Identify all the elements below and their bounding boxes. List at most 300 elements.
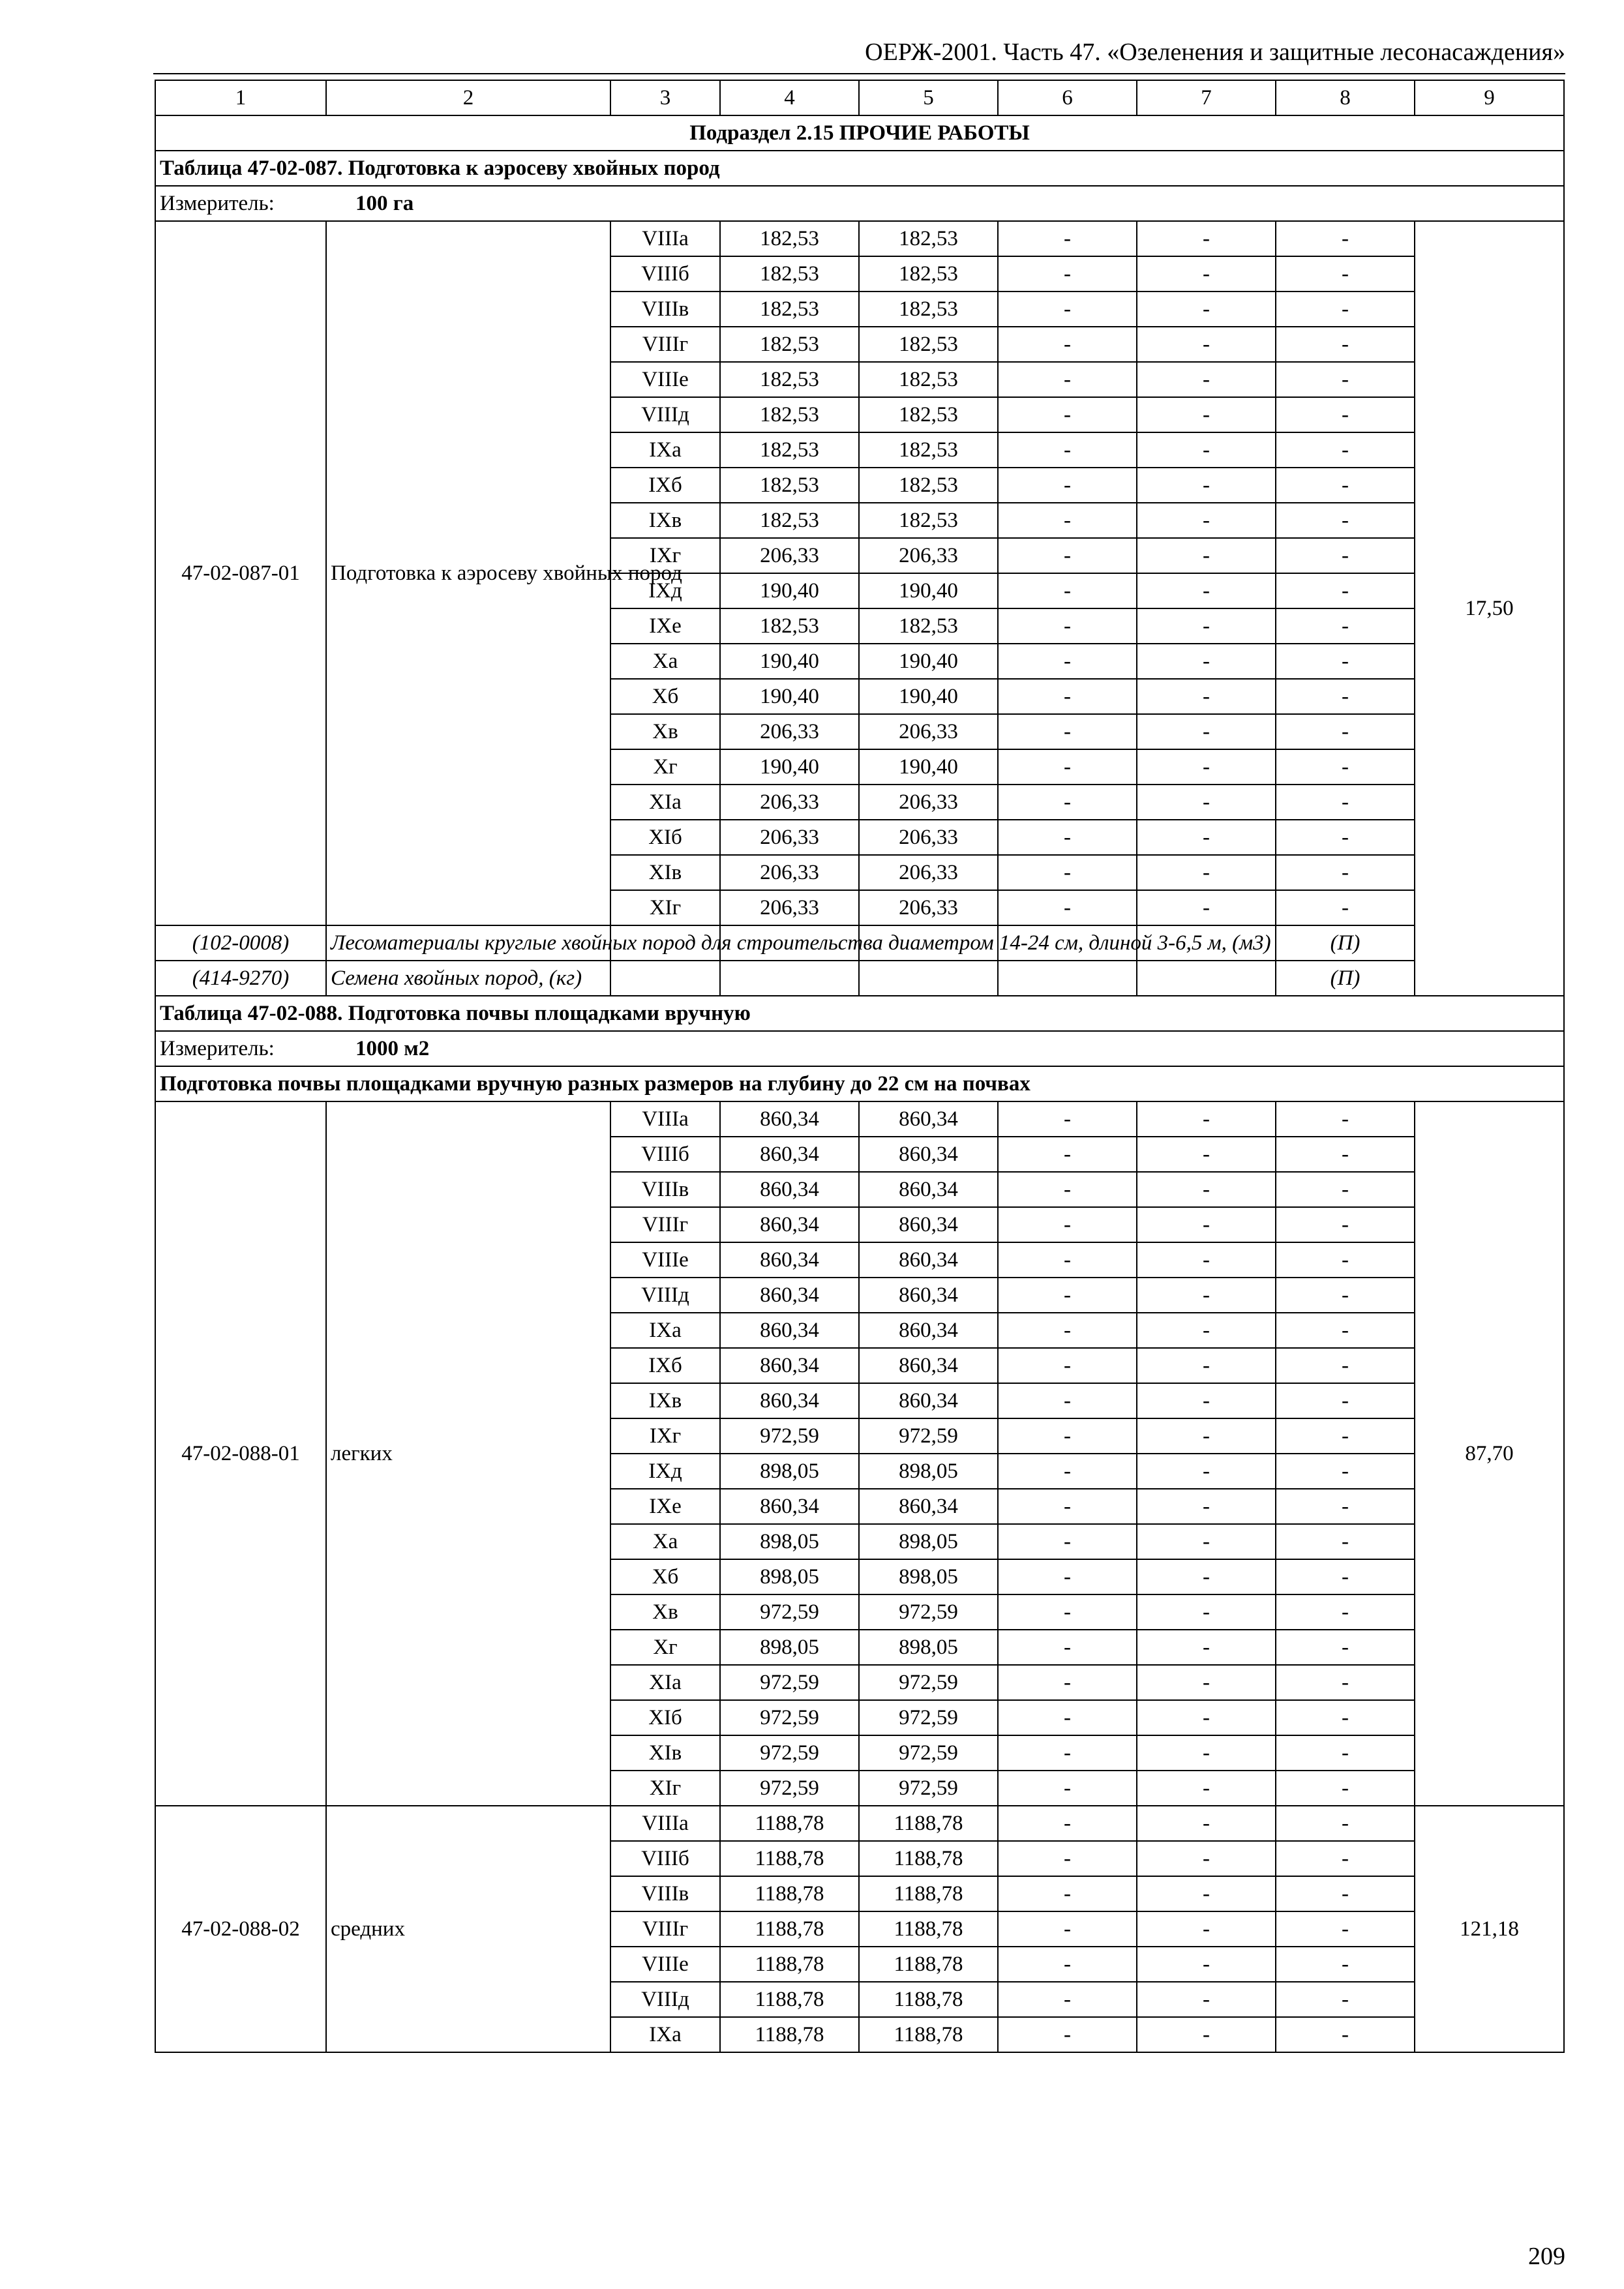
value-cell: -	[1137, 1876, 1276, 1911]
value-cell: -	[998, 1876, 1137, 1911]
value-cell: -	[1276, 1771, 1415, 1806]
value-cell: 206,33	[859, 785, 998, 820]
table-title: Таблица 47-02-088. Подготовка почвы площадками вручную	[155, 996, 1564, 1031]
value-cell: 860,34	[720, 1348, 859, 1383]
column-number-cell: 2	[326, 80, 610, 115]
value-cell: 1188,78	[720, 1947, 859, 1982]
column-number-cell: 3	[610, 80, 720, 115]
value-cell: -	[1276, 1418, 1415, 1454]
value-cell: -	[998, 1454, 1137, 1489]
value-cell: -	[998, 714, 1137, 749]
value-cell: IXе	[610, 608, 720, 644]
value-cell: 182,53	[859, 608, 998, 644]
value-cell: Xa	[610, 1524, 720, 1559]
item-code: 47-02-088-01	[155, 1101, 326, 1806]
value-cell: XIб	[610, 820, 720, 855]
value-cell: XIa	[610, 785, 720, 820]
value-cell: 1188,78	[859, 1911, 998, 1947]
empty-cell	[859, 961, 998, 996]
value-cell: 206,33	[720, 820, 859, 855]
value-cell: -	[1276, 503, 1415, 538]
table-row	[155, 1101, 1564, 1137]
value-cell: -	[998, 679, 1137, 714]
value-cell: 972,59	[859, 1700, 998, 1735]
value-cell: -	[1137, 1771, 1276, 1806]
value-cell: -	[1276, 749, 1415, 785]
value-cell: -	[1276, 1313, 1415, 1348]
material-row	[155, 925, 1564, 961]
value-cell: -	[1137, 1700, 1276, 1735]
value-cell: -	[1137, 221, 1276, 256]
value-cell: -	[1276, 292, 1415, 327]
value-cell: 1188,78	[859, 1876, 998, 1911]
value-cell: -	[998, 1947, 1137, 1982]
unit-row	[155, 1031, 1564, 1066]
value-cell: Xг	[610, 749, 720, 785]
value-cell: 182,53	[859, 468, 998, 503]
value-cell: VIIIa	[610, 221, 720, 256]
empty-cell	[720, 961, 859, 996]
value-cell: -	[998, 221, 1137, 256]
value-cell: -	[1137, 1982, 1276, 2017]
value-cell: Xб	[610, 679, 720, 714]
value-cell: 860,34	[859, 1313, 998, 1348]
value-cell: 190,40	[720, 644, 859, 679]
value-cell: 206,33	[720, 855, 859, 890]
value-cell: 898,05	[859, 1559, 998, 1594]
value-cell: -	[1137, 2017, 1276, 2052]
value-cell: IXб	[610, 1348, 720, 1383]
value-cell: 860,34	[720, 1278, 859, 1313]
value-cell: -	[1137, 327, 1276, 362]
value-cell: 860,34	[859, 1489, 998, 1524]
value-cell: IXa	[610, 1313, 720, 1348]
value-cell: -	[1276, 397, 1415, 432]
value-cell: -	[998, 468, 1137, 503]
value-cell: IXе	[610, 1489, 720, 1524]
value-cell: -	[1276, 890, 1415, 925]
value-cell: -	[1137, 1559, 1276, 1594]
empty-cell	[998, 961, 1137, 996]
value-cell: 1188,78	[720, 1806, 859, 1841]
value-cell: 972,59	[859, 1594, 998, 1630]
value-cell: 860,34	[859, 1172, 998, 1207]
value-cell: -	[1276, 221, 1415, 256]
value-cell: -	[998, 1841, 1137, 1876]
material-col8: (П)	[1276, 961, 1415, 996]
unit-label: Измеритель:	[160, 192, 275, 215]
value-cell: -	[1276, 1207, 1415, 1242]
value-cell: 1188,78	[859, 1982, 998, 2017]
value-cell: 860,34	[720, 1313, 859, 1348]
unit-value: 1000 м2	[355, 1037, 430, 1060]
value-cell: -	[1276, 608, 1415, 644]
value-cell: -	[1137, 1806, 1276, 1841]
value-cell: -	[1137, 1911, 1276, 1947]
value-cell: -	[998, 1559, 1137, 1594]
item-code: 47-02-087-01	[155, 221, 326, 925]
value-cell: 972,59	[859, 1418, 998, 1454]
value-cell: 206,33	[859, 714, 998, 749]
column-number-cell: 8	[1276, 80, 1415, 115]
value-cell: 972,59	[859, 1735, 998, 1771]
value-cell: -	[998, 820, 1137, 855]
value-cell: 860,34	[859, 1348, 998, 1383]
value-cell: 898,05	[720, 1630, 859, 1665]
value-cell: 1188,78	[720, 1982, 859, 2017]
value-cell: 860,34	[720, 1489, 859, 1524]
value-cell: -	[998, 256, 1137, 292]
material-code: (414-9270)	[155, 961, 326, 996]
value-cell: -	[998, 1735, 1137, 1771]
value-cell: -	[998, 362, 1137, 397]
value-cell: 182,53	[720, 221, 859, 256]
value-cell: -	[998, 608, 1137, 644]
value-cell: -	[1137, 1313, 1276, 1348]
value-cell: -	[1276, 432, 1415, 468]
value-cell: XIг	[610, 890, 720, 925]
value-cell: -	[998, 1700, 1137, 1735]
value-cell: -	[998, 1278, 1137, 1313]
value-cell: IXв	[610, 1383, 720, 1418]
value-cell: 182,53	[859, 397, 998, 432]
value-cell: 972,59	[720, 1665, 859, 1700]
value-cell: -	[1137, 608, 1276, 644]
section-title-row	[155, 115, 1564, 151]
item-col9: 87,70	[1415, 1101, 1564, 1806]
value-cell: -	[998, 1665, 1137, 1700]
material-name: Лесоматериалы круглые хвойных пород для строительства диаметром 14-24 см, длиной 3-6,5 м, (м3)	[326, 925, 610, 961]
value-cell: 182,53	[859, 362, 998, 397]
value-cell: -	[998, 1982, 1137, 2017]
value-cell: -	[1137, 1278, 1276, 1313]
value-cell: 972,59	[720, 1700, 859, 1735]
value-cell: -	[1137, 397, 1276, 432]
material-name: Семена хвойных пород, (кг)	[326, 961, 610, 996]
value-cell: XIa	[610, 1665, 720, 1700]
table-title-row	[155, 151, 1564, 186]
value-cell: -	[1137, 538, 1276, 573]
value-cell: -	[998, 1489, 1137, 1524]
value-cell: 972,59	[720, 1735, 859, 1771]
value-cell: VIIIв	[610, 1172, 720, 1207]
value-cell: 860,34	[720, 1137, 859, 1172]
value-cell: 190,40	[859, 573, 998, 608]
material-code: (102-0008)	[155, 925, 326, 961]
value-cell: 972,59	[720, 1594, 859, 1630]
item-col9: 121,18	[1415, 1806, 1564, 2052]
value-cell: VIIIг	[610, 1911, 720, 1947]
value-cell: -	[1276, 820, 1415, 855]
value-cell: VIIIд	[610, 397, 720, 432]
value-cell: VIIIе	[610, 362, 720, 397]
value-cell: 860,34	[859, 1101, 998, 1137]
value-cell: 182,53	[859, 256, 998, 292]
value-cell: -	[998, 1771, 1137, 1806]
value-cell: 860,34	[859, 1137, 998, 1172]
value-cell: -	[998, 573, 1137, 608]
value-cell: -	[998, 890, 1137, 925]
value-cell: 190,40	[720, 573, 859, 608]
value-cell: -	[1137, 1489, 1276, 1524]
value-cell: -	[1276, 1947, 1415, 1982]
value-cell: -	[1276, 1454, 1415, 1489]
unit-row	[155, 186, 1564, 221]
value-cell: VIIIе	[610, 1242, 720, 1278]
column-number-cell: 9	[1415, 80, 1564, 115]
column-number-cell: 7	[1137, 80, 1276, 115]
table-row	[155, 1806, 1564, 1841]
value-cell: -	[1137, 256, 1276, 292]
value-cell: 1188,78	[859, 1806, 998, 1841]
value-cell: 1188,78	[720, 2017, 859, 2052]
value-cell: 898,05	[859, 1524, 998, 1559]
header-rule	[153, 73, 1565, 74]
value-cell: -	[1276, 1172, 1415, 1207]
value-cell: XIв	[610, 1735, 720, 1771]
value-cell: -	[998, 1313, 1137, 1348]
value-cell: -	[1137, 1665, 1276, 1700]
value-cell: -	[1137, 1242, 1276, 1278]
material-col8: (П)	[1276, 925, 1415, 961]
value-cell: 1188,78	[859, 1947, 998, 1982]
value-cell: XIв	[610, 855, 720, 890]
value-cell: 898,05	[859, 1630, 998, 1665]
value-cell: 898,05	[720, 1454, 859, 1489]
value-cell: VIIIв	[610, 292, 720, 327]
value-cell: -	[1276, 1700, 1415, 1735]
value-cell: -	[998, 1242, 1137, 1278]
value-cell: -	[998, 503, 1137, 538]
value-cell: 182,53	[859, 503, 998, 538]
value-cell: -	[998, 644, 1137, 679]
norms-table-body	[155, 80, 1564, 2052]
value-cell: VIIIе	[610, 1947, 720, 1982]
value-cell: 1188,78	[720, 1876, 859, 1911]
value-cell: -	[1276, 679, 1415, 714]
value-cell: -	[998, 749, 1137, 785]
value-cell: 206,33	[859, 855, 998, 890]
column-number-cell: 1	[155, 80, 326, 115]
value-cell: -	[998, 1101, 1137, 1137]
value-cell: 206,33	[720, 714, 859, 749]
value-cell: -	[998, 1207, 1137, 1242]
value-cell: -	[998, 1348, 1137, 1383]
unit-cell	[155, 1031, 1564, 1066]
value-cell: -	[998, 538, 1137, 573]
value-cell: 860,34	[859, 1242, 998, 1278]
value-cell: 190,40	[859, 644, 998, 679]
value-cell: 972,59	[720, 1771, 859, 1806]
value-cell: 182,53	[720, 256, 859, 292]
value-cell: IXд	[610, 1454, 720, 1489]
value-cell: 860,34	[720, 1207, 859, 1242]
value-cell: 182,53	[859, 292, 998, 327]
value-cell: 898,05	[720, 1524, 859, 1559]
value-cell: -	[1276, 785, 1415, 820]
table-title: Таблица 47-02-087. Подготовка к аэросеву хвойных пород	[155, 151, 1564, 186]
value-cell: 182,53	[720, 503, 859, 538]
value-cell: -	[998, 1418, 1137, 1454]
value-cell: 182,53	[720, 397, 859, 432]
value-cell: 206,33	[720, 785, 859, 820]
value-cell: -	[1276, 1630, 1415, 1665]
value-cell: 190,40	[720, 679, 859, 714]
value-cell: 860,34	[859, 1383, 998, 1418]
value-cell: -	[1276, 2017, 1415, 2052]
value-cell: -	[1276, 256, 1415, 292]
value-cell: VIIIa	[610, 1101, 720, 1137]
value-cell: -	[1276, 1278, 1415, 1313]
value-cell: 972,59	[859, 1665, 998, 1700]
value-cell: -	[1137, 362, 1276, 397]
value-cell: -	[998, 1594, 1137, 1630]
value-cell: -	[1276, 468, 1415, 503]
value-cell: VIIIв	[610, 1876, 720, 1911]
value-cell: 182,53	[720, 432, 859, 468]
value-cell: 860,34	[720, 1383, 859, 1418]
value-cell: -	[1137, 1841, 1276, 1876]
value-cell: 1188,78	[720, 1841, 859, 1876]
value-cell: -	[998, 2017, 1137, 2052]
unit-cell	[155, 186, 1564, 221]
value-cell: -	[998, 1383, 1137, 1418]
value-cell: -	[1137, 468, 1276, 503]
column-number-cell: 6	[998, 80, 1137, 115]
value-cell: 972,59	[720, 1418, 859, 1454]
value-cell: -	[1137, 1383, 1276, 1418]
item-col9: 17,50	[1415, 221, 1564, 996]
value-cell: VIIIб	[610, 256, 720, 292]
value-cell: IXб	[610, 468, 720, 503]
value-cell: -	[998, 292, 1137, 327]
value-cell: -	[1137, 292, 1276, 327]
value-cell: 182,53	[720, 608, 859, 644]
value-cell: -	[1276, 1594, 1415, 1630]
value-cell: -	[998, 1172, 1137, 1207]
value-cell: -	[1276, 644, 1415, 679]
value-cell: 1188,78	[720, 1911, 859, 1947]
value-cell: -	[1137, 749, 1276, 785]
value-cell: VIIIa	[610, 1806, 720, 1841]
value-cell: -	[1137, 785, 1276, 820]
value-cell: 182,53	[859, 327, 998, 362]
value-cell: -	[1137, 1630, 1276, 1665]
value-cell: -	[1276, 1806, 1415, 1841]
value-cell: -	[1276, 855, 1415, 890]
unit-label: Измеритель:	[160, 1037, 275, 1060]
value-cell: 182,53	[720, 468, 859, 503]
value-cell: 860,34	[859, 1207, 998, 1242]
empty-cell	[1137, 961, 1276, 996]
value-cell: -	[1276, 1101, 1415, 1137]
value-cell: VIIIб	[610, 1137, 720, 1172]
value-cell: -	[998, 327, 1137, 362]
value-cell: -	[998, 1630, 1137, 1665]
value-cell: -	[1276, 714, 1415, 749]
value-cell: -	[1137, 1172, 1276, 1207]
value-cell: 860,34	[859, 1278, 998, 1313]
value-cell: -	[998, 1911, 1137, 1947]
value-cell: -	[1276, 362, 1415, 397]
value-cell: 1188,78	[859, 2017, 998, 2052]
value-cell: 206,33	[859, 538, 998, 573]
value-cell: -	[1137, 1524, 1276, 1559]
value-cell: 860,34	[720, 1101, 859, 1137]
value-cell: -	[1137, 890, 1276, 925]
value-cell: -	[1137, 1137, 1276, 1172]
value-cell: -	[1137, 1735, 1276, 1771]
table-title-row	[155, 996, 1564, 1031]
value-cell: IXa	[610, 432, 720, 468]
value-cell: -	[998, 397, 1137, 432]
value-cell: Xб	[610, 1559, 720, 1594]
value-cell: Xв	[610, 714, 720, 749]
value-cell: 972,59	[859, 1771, 998, 1806]
value-cell: -	[1137, 1947, 1276, 1982]
value-cell: IXв	[610, 503, 720, 538]
value-cell: -	[1276, 1841, 1415, 1876]
value-cell: -	[1276, 1559, 1415, 1594]
value-cell: 898,05	[859, 1454, 998, 1489]
value-cell: 860,34	[720, 1242, 859, 1278]
value-cell: -	[998, 855, 1137, 890]
value-cell: -	[1276, 1982, 1415, 2017]
column-number-cell: 4	[720, 80, 859, 115]
material-row	[155, 961, 1564, 996]
table-row	[155, 221, 1564, 256]
value-cell: -	[1137, 1207, 1276, 1242]
value-cell: -	[1137, 1418, 1276, 1454]
value-cell: 860,34	[720, 1172, 859, 1207]
value-cell: VIIIг	[610, 1207, 720, 1242]
value-cell: IXa	[610, 2017, 720, 2052]
section-title: Подраздел 2.15 ПРОЧИЕ РАБОТЫ	[155, 115, 1564, 151]
value-cell: 1188,78	[859, 1841, 998, 1876]
value-cell: VIIIд	[610, 1982, 720, 2017]
value-cell: 182,53	[720, 327, 859, 362]
empty-cell	[610, 961, 720, 996]
subheading: Подготовка почвы площадками вручную разных размеров на глубину до 22 см на почвах	[155, 1066, 1564, 1101]
value-cell: -	[1276, 1524, 1415, 1559]
value-cell: IXд	[610, 573, 720, 608]
value-cell: 182,53	[859, 221, 998, 256]
unit-value: 100 га	[355, 192, 414, 215]
value-cell: -	[1276, 1876, 1415, 1911]
value-cell: -	[998, 785, 1137, 820]
value-cell: Xв	[610, 1594, 720, 1630]
value-cell: IXг	[610, 538, 720, 573]
value-cell: -	[1137, 1101, 1276, 1137]
value-cell: -	[1137, 855, 1276, 890]
value-cell: -	[1276, 1383, 1415, 1418]
value-cell: -	[1137, 679, 1276, 714]
value-cell: -	[998, 1524, 1137, 1559]
value-cell: -	[1137, 573, 1276, 608]
value-cell: 898,05	[720, 1559, 859, 1594]
column-number-row	[155, 80, 1564, 115]
value-cell: -	[1137, 644, 1276, 679]
value-cell: 190,40	[859, 679, 998, 714]
value-cell: VIIIг	[610, 327, 720, 362]
value-cell: 182,53	[859, 432, 998, 468]
value-cell: -	[1137, 1348, 1276, 1383]
item-code: 47-02-088-02	[155, 1806, 326, 2052]
value-cell: 182,53	[720, 292, 859, 327]
value-cell: -	[1137, 1594, 1276, 1630]
value-cell: IXг	[610, 1418, 720, 1454]
page-number: 209	[1528, 2243, 1565, 2270]
